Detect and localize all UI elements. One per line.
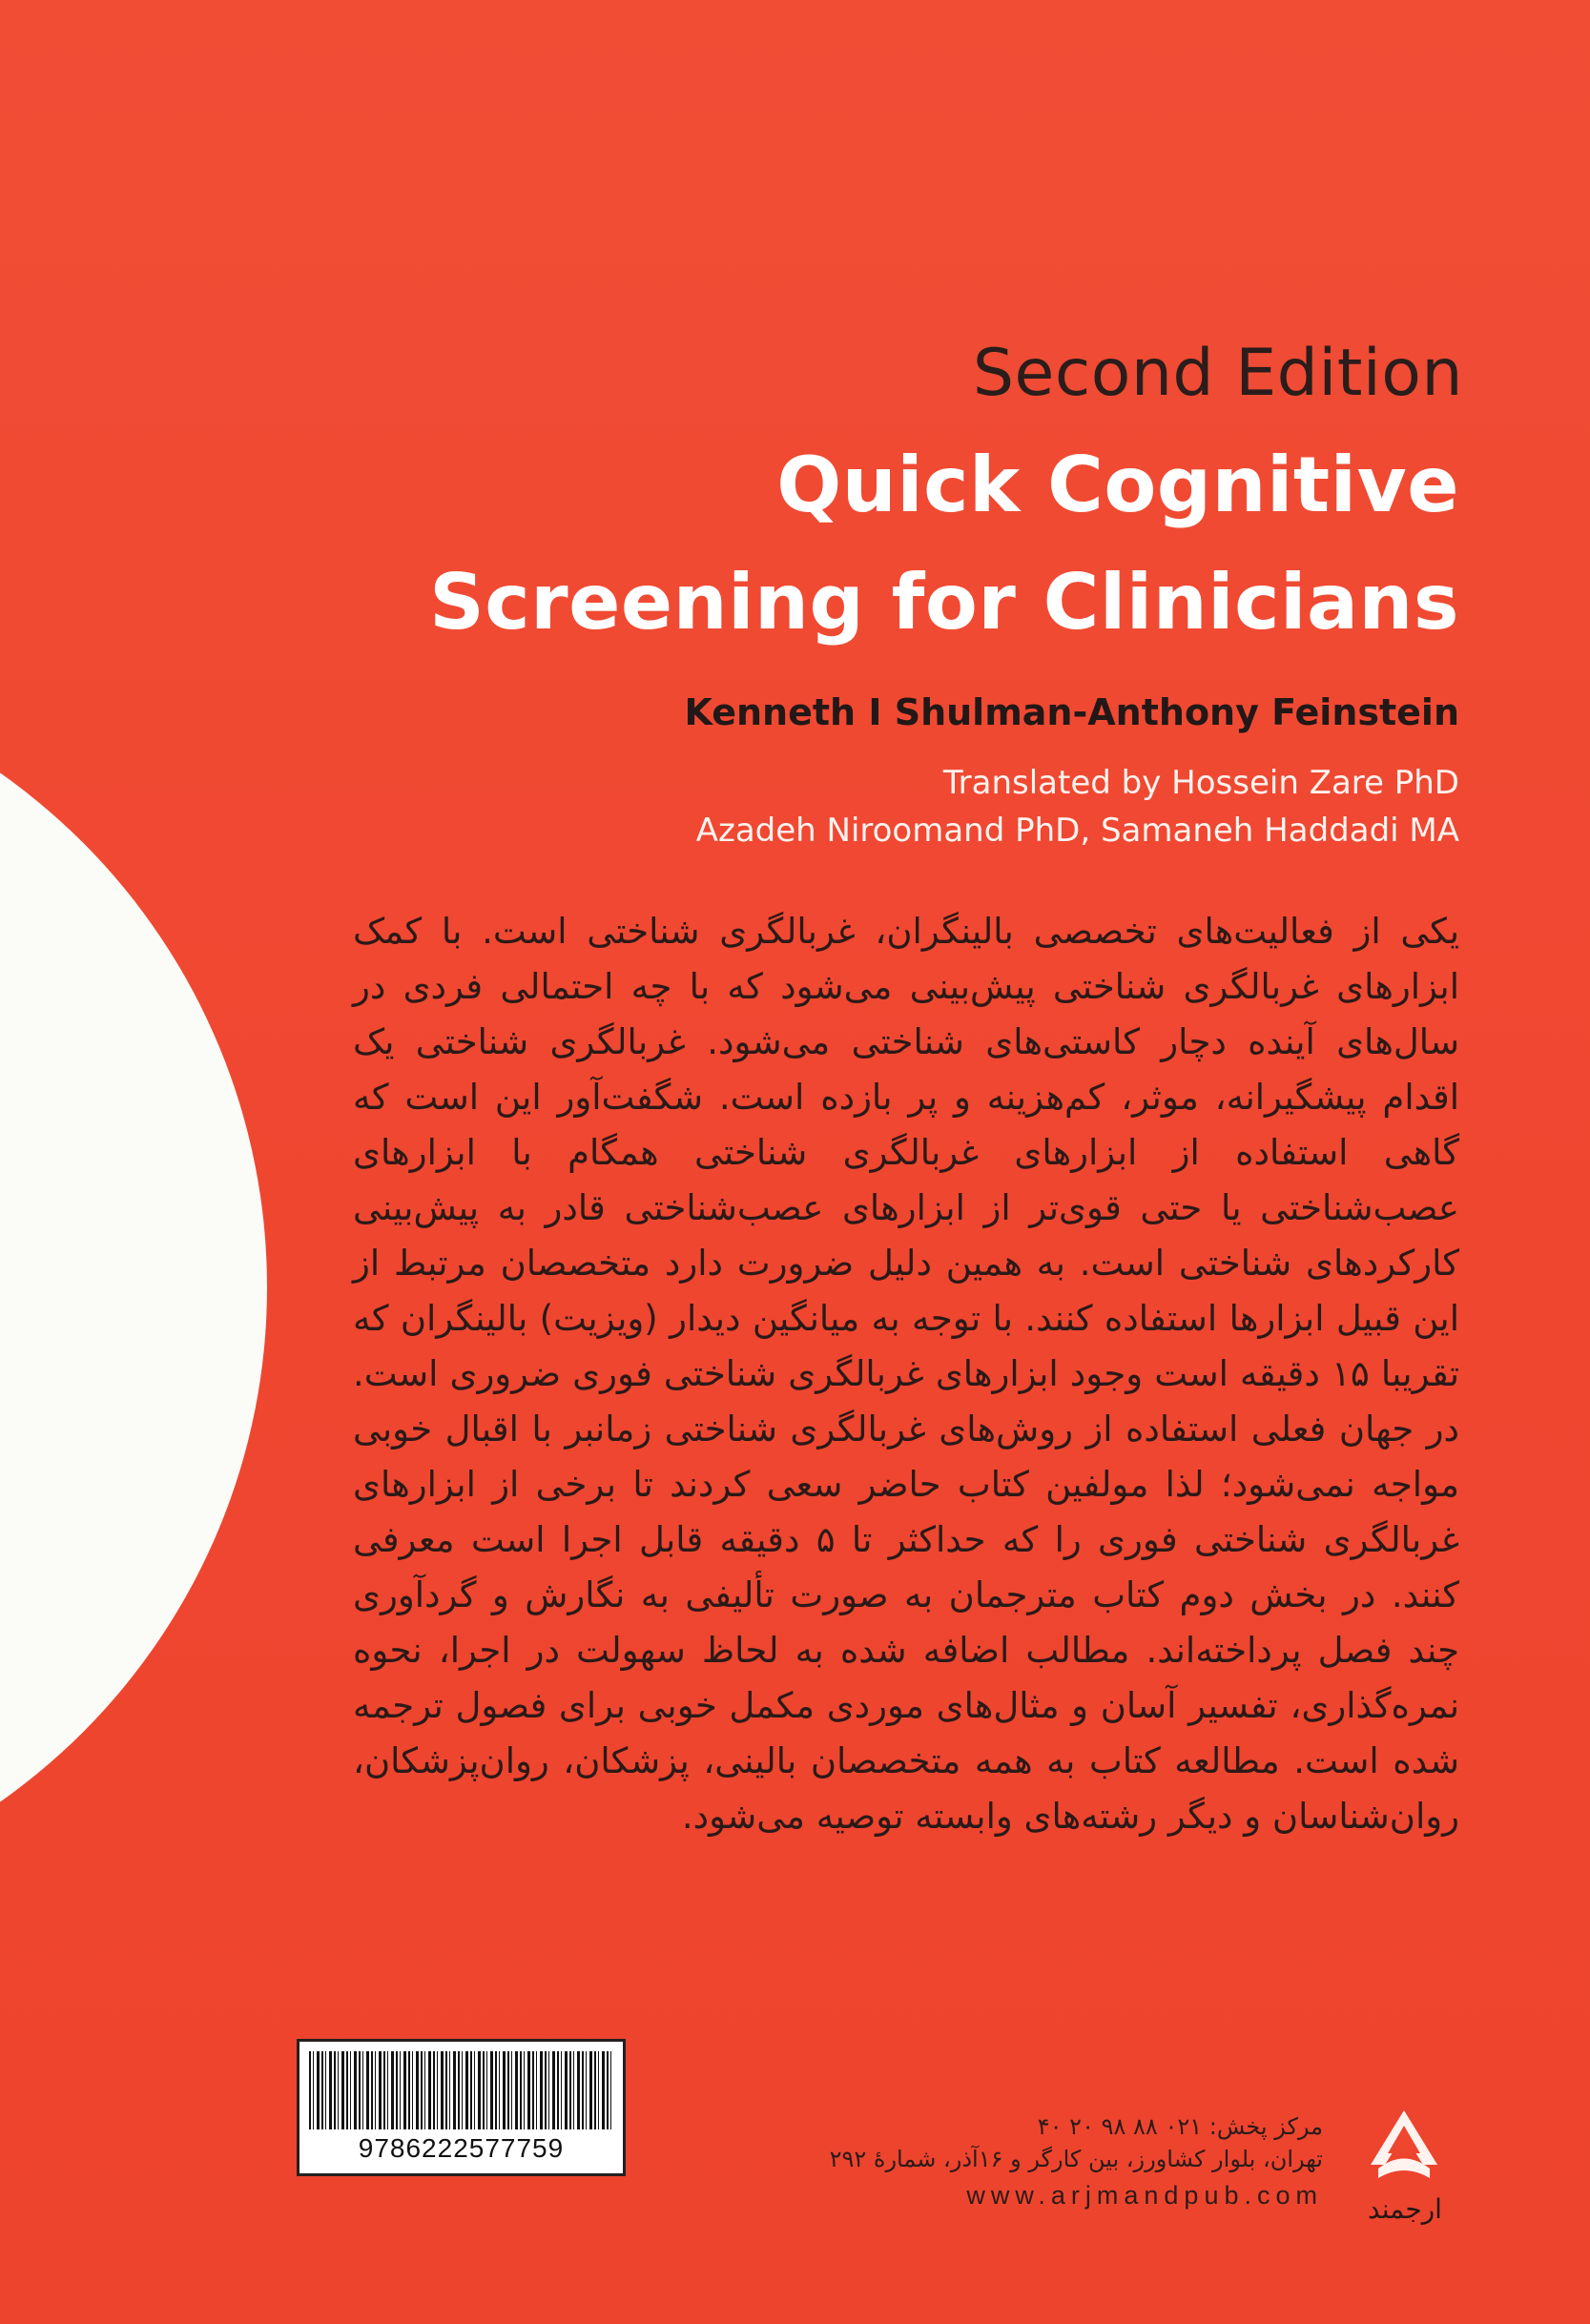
translator-line-2: Azadeh Niroomand PhD, Samaneh Haddadi MA xyxy=(695,812,1459,850)
edition-label: Second Edition xyxy=(972,336,1463,411)
description-line-1: یکی از فعالیت‌های تخصصی بالینگران، غربالگری شناختی است. با کمک ابزارهای xyxy=(353,911,1459,1007)
white-arc xyxy=(0,658,267,1917)
description-line-8: (ویزیت) بالینگران که تقریبا ۱۵ دقیقه است وجود ابزارهای غربالگری شناختی فوری xyxy=(353,1298,1459,1394)
description-line-7: متخصصان مرتبط از این قبیل ابزارها استفاده کنند. با توجه به میانگین دیدار xyxy=(353,1243,1459,1339)
barcode xyxy=(297,2039,626,2176)
barcode-bars xyxy=(309,2051,613,2129)
description-line-14: تفسیر آسان و مثال‌های موردی مکمل خوبی برای فصول ترجمه شده است. xyxy=(353,1685,1459,1781)
description-line-10: اقبال خوبی مواجه نمی‌شود؛ لذا مولفین کتاب حاضر سعی کردند تا برخی از xyxy=(353,1409,1459,1505)
description-line-11: ابزارهای غربالگری شناختی فوری را که حداکثر تا ۵ دقیقه قابل اجرا است معرفی xyxy=(353,1464,1459,1560)
translators xyxy=(696,759,1459,854)
title-line-1: Quick Cognitive xyxy=(776,441,1459,529)
barcode-number: 9786222577759 xyxy=(358,2133,565,2163)
distribution-center: مرکز پخش: ۰۲۱ ۸۸ ۹۸ ۲۰ ۴۰ xyxy=(1037,2113,1323,2140)
description-line-5: شناختی همگام با ابزارهای عصب‌شناختی یا حتی قوی‌تر از ابزارهای عصب‌شناختی xyxy=(353,1132,1459,1228)
description-line-4: کم‌هزینه و پر بازده است. شگفت‌آور این است که گاهی استفاده از ابزارهای غربالگری xyxy=(353,1077,1459,1173)
description-line-2: غربالگری شناختی پیش‌بینی می‌شود که با چه احتمالی فردی در سال‌های آینده xyxy=(353,966,1459,1062)
description-line-9: ضروری است. در جهان فعلی استفاده از روش‌های غربالگری شناختی زمانبر با xyxy=(353,1353,1459,1450)
publisher-name: ارجمند xyxy=(1368,2193,1442,2225)
description-line-6: قادر به پیش‌بینی کارکردهای شناختی است. به همین دلیل ضرورت دارد xyxy=(353,1187,1459,1284)
arjmand-logo-icon xyxy=(1361,2106,1447,2191)
publisher-info xyxy=(703,2110,1323,2212)
publisher-address: تهران، بلوار کشاورز، بین کارگر و ۱۶آذر، شمارهٔ ۲۹۲ xyxy=(829,2146,1323,2172)
description-line-15: مطالعه کتاب به همه متخصصان بالینی، پزشکان، روان‌پزشکان، روان‌شناسان و xyxy=(353,1740,1459,1837)
description-line-16: دیگر رشته‌های وابسته توصیه می‌شود. xyxy=(681,1796,1233,1837)
publisher-url: www.arjmandpub.com xyxy=(966,2181,1323,2210)
translator-line-1: Translated by Hossein Zare PhD xyxy=(942,764,1459,802)
authors: Kenneth I Shulman-Anthony Feinstein xyxy=(684,691,1459,733)
description-line-12: کنند. در بخش دوم کتاب مترجمان به صورت تألیفی به نگارش و گردآوری چند xyxy=(353,1574,1459,1671)
description-text xyxy=(353,904,1459,1844)
description-line-3: دچار کاستی‌های شناختی می‌شود. غربالگری شناختی یک اقدام پیشگیرانه، موثر، xyxy=(353,1021,1460,1118)
title-line-2: Screening for Clinicians xyxy=(429,558,1459,647)
description-line-13: فصل پرداخته‌اند. مطالب اضافه شده به لحاظ سهولت در اجرا، نحوه نمره‌گذاری، xyxy=(353,1630,1460,1726)
